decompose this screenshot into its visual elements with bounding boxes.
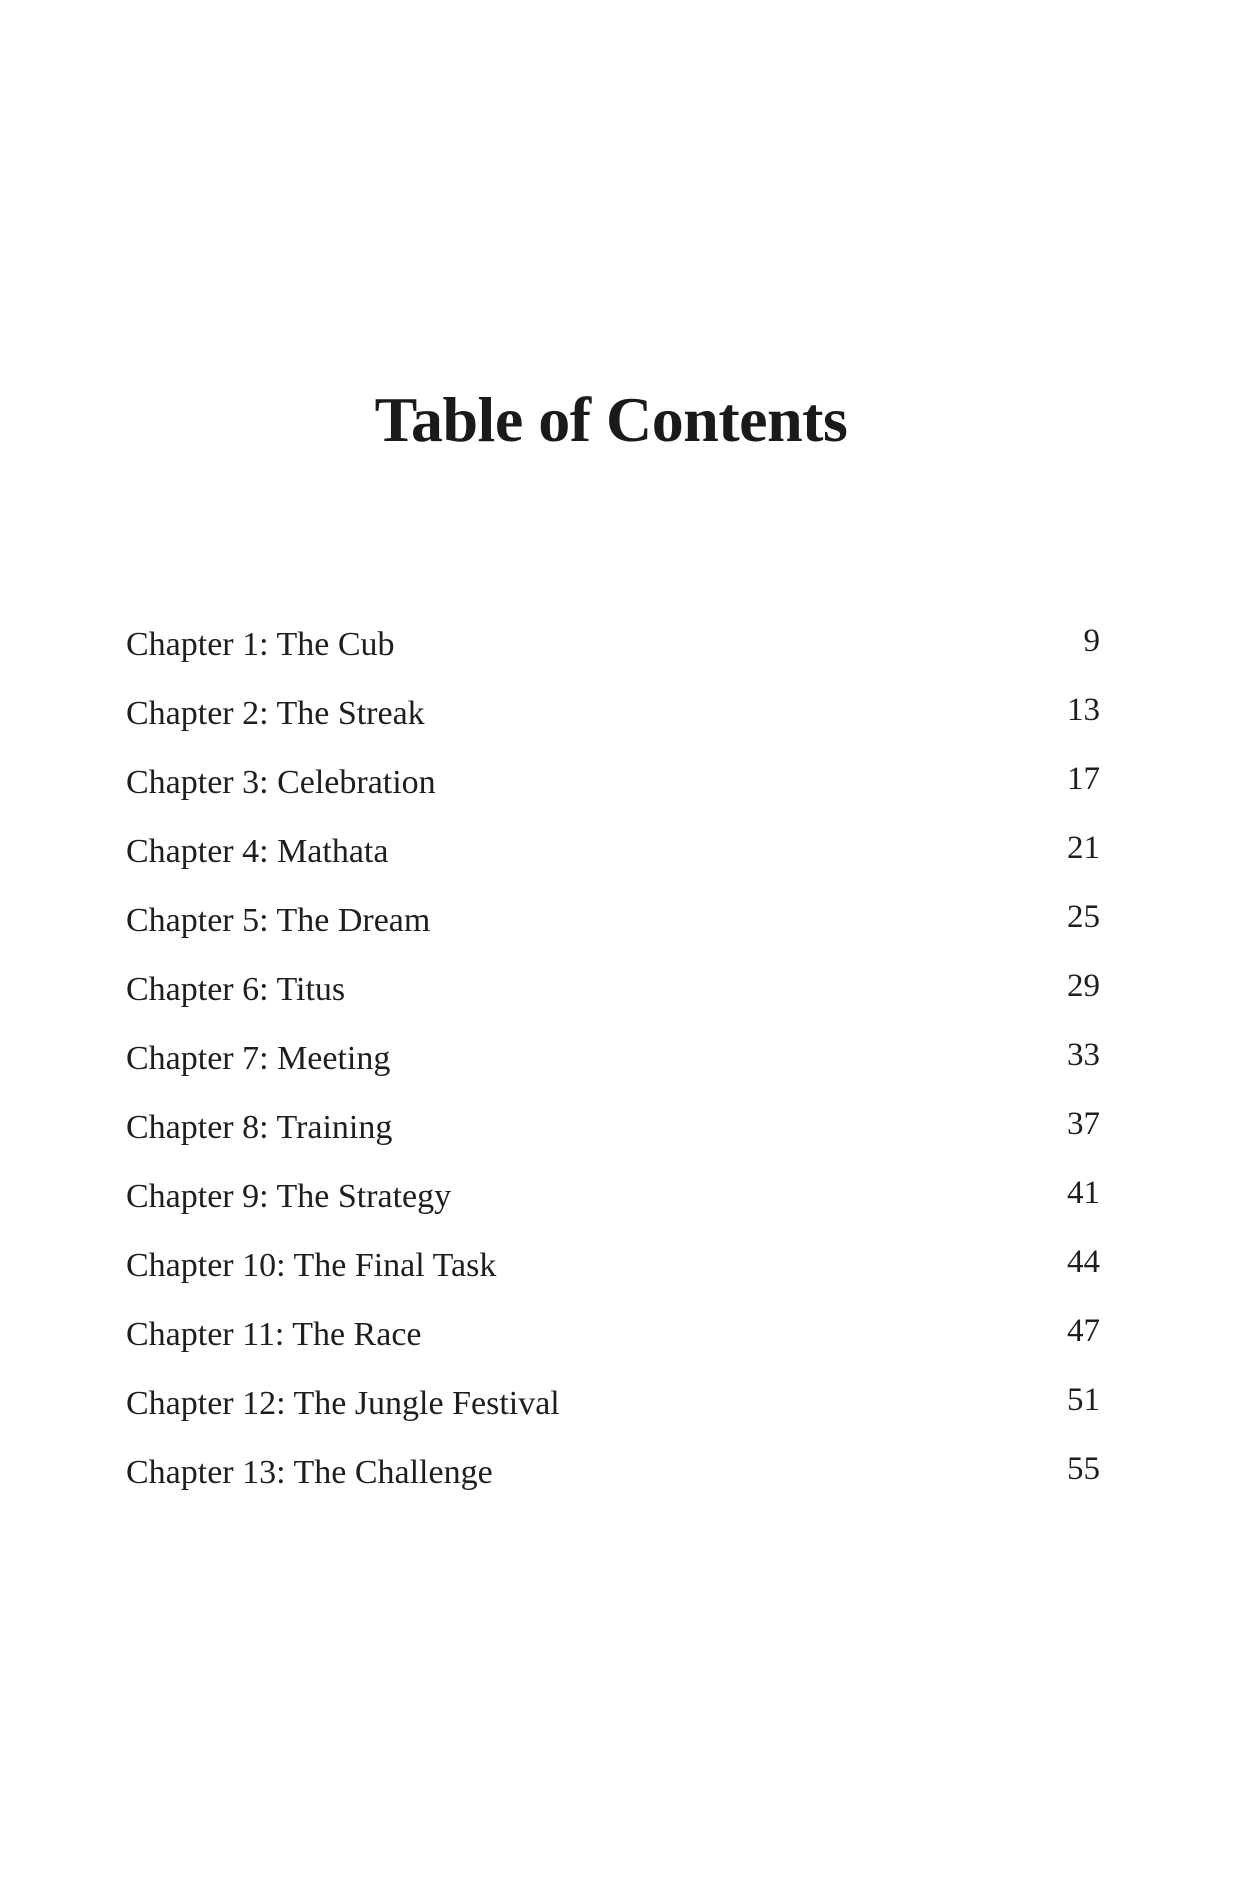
chapter-title: Chapter 6: Titus [126,971,346,1008]
page-number: 25 [1067,899,1100,935]
chapter-title: Chapter 5: The Dream [126,902,431,939]
toc-entry [126,1170,1100,1239]
page-number: 55 [1067,1451,1100,1487]
page-title: Table of Contents [374,384,848,455]
page-number: 41 [1067,1175,1100,1211]
chapter-title: Chapter 1: The Cub [126,626,395,663]
toc-entry [126,687,1100,756]
page-number: 9 [1083,623,1100,659]
toc-entry [126,825,1100,894]
chapter-title: Chapter 9: The Strategy [126,1178,452,1215]
chapter-title: Chapter 11: The Race [126,1316,422,1353]
page-number: 33 [1067,1037,1100,1073]
toc-entry [126,1101,1100,1170]
toc-list [126,618,1100,1515]
page-number: 51 [1067,1382,1100,1418]
page-number: 44 [1067,1244,1100,1280]
toc-entry [126,618,1100,687]
chapter-title: Chapter 2: The Streak [126,695,425,732]
page-number: 21 [1067,830,1100,866]
chapter-title: Chapter 12: The Jungle Festival [126,1385,560,1422]
chapter-title: Chapter 10: The Final Task [126,1247,497,1284]
toc-entry [126,1032,1100,1101]
page-number: 13 [1067,692,1100,728]
toc-entry [126,894,1100,963]
chapter-title: Chapter 13: The Challenge [126,1454,493,1491]
toc-entry [126,1308,1100,1377]
toc-entry [126,963,1100,1032]
page-number: 29 [1067,968,1100,1004]
toc-entry [126,1239,1100,1308]
toc-entry [126,1377,1100,1446]
page-number: 37 [1067,1106,1100,1142]
toc-entry [126,1446,1100,1515]
toc-entry [126,756,1100,825]
chapter-title: Chapter 3: Celebration [126,764,436,801]
page-number: 47 [1067,1313,1100,1349]
chapter-title: Chapter 8: Training [126,1109,393,1146]
page-number: 17 [1067,761,1100,797]
chapter-title: Chapter 4: Mathata [126,833,389,870]
chapter-title: Chapter 7: Meeting [126,1040,391,1077]
